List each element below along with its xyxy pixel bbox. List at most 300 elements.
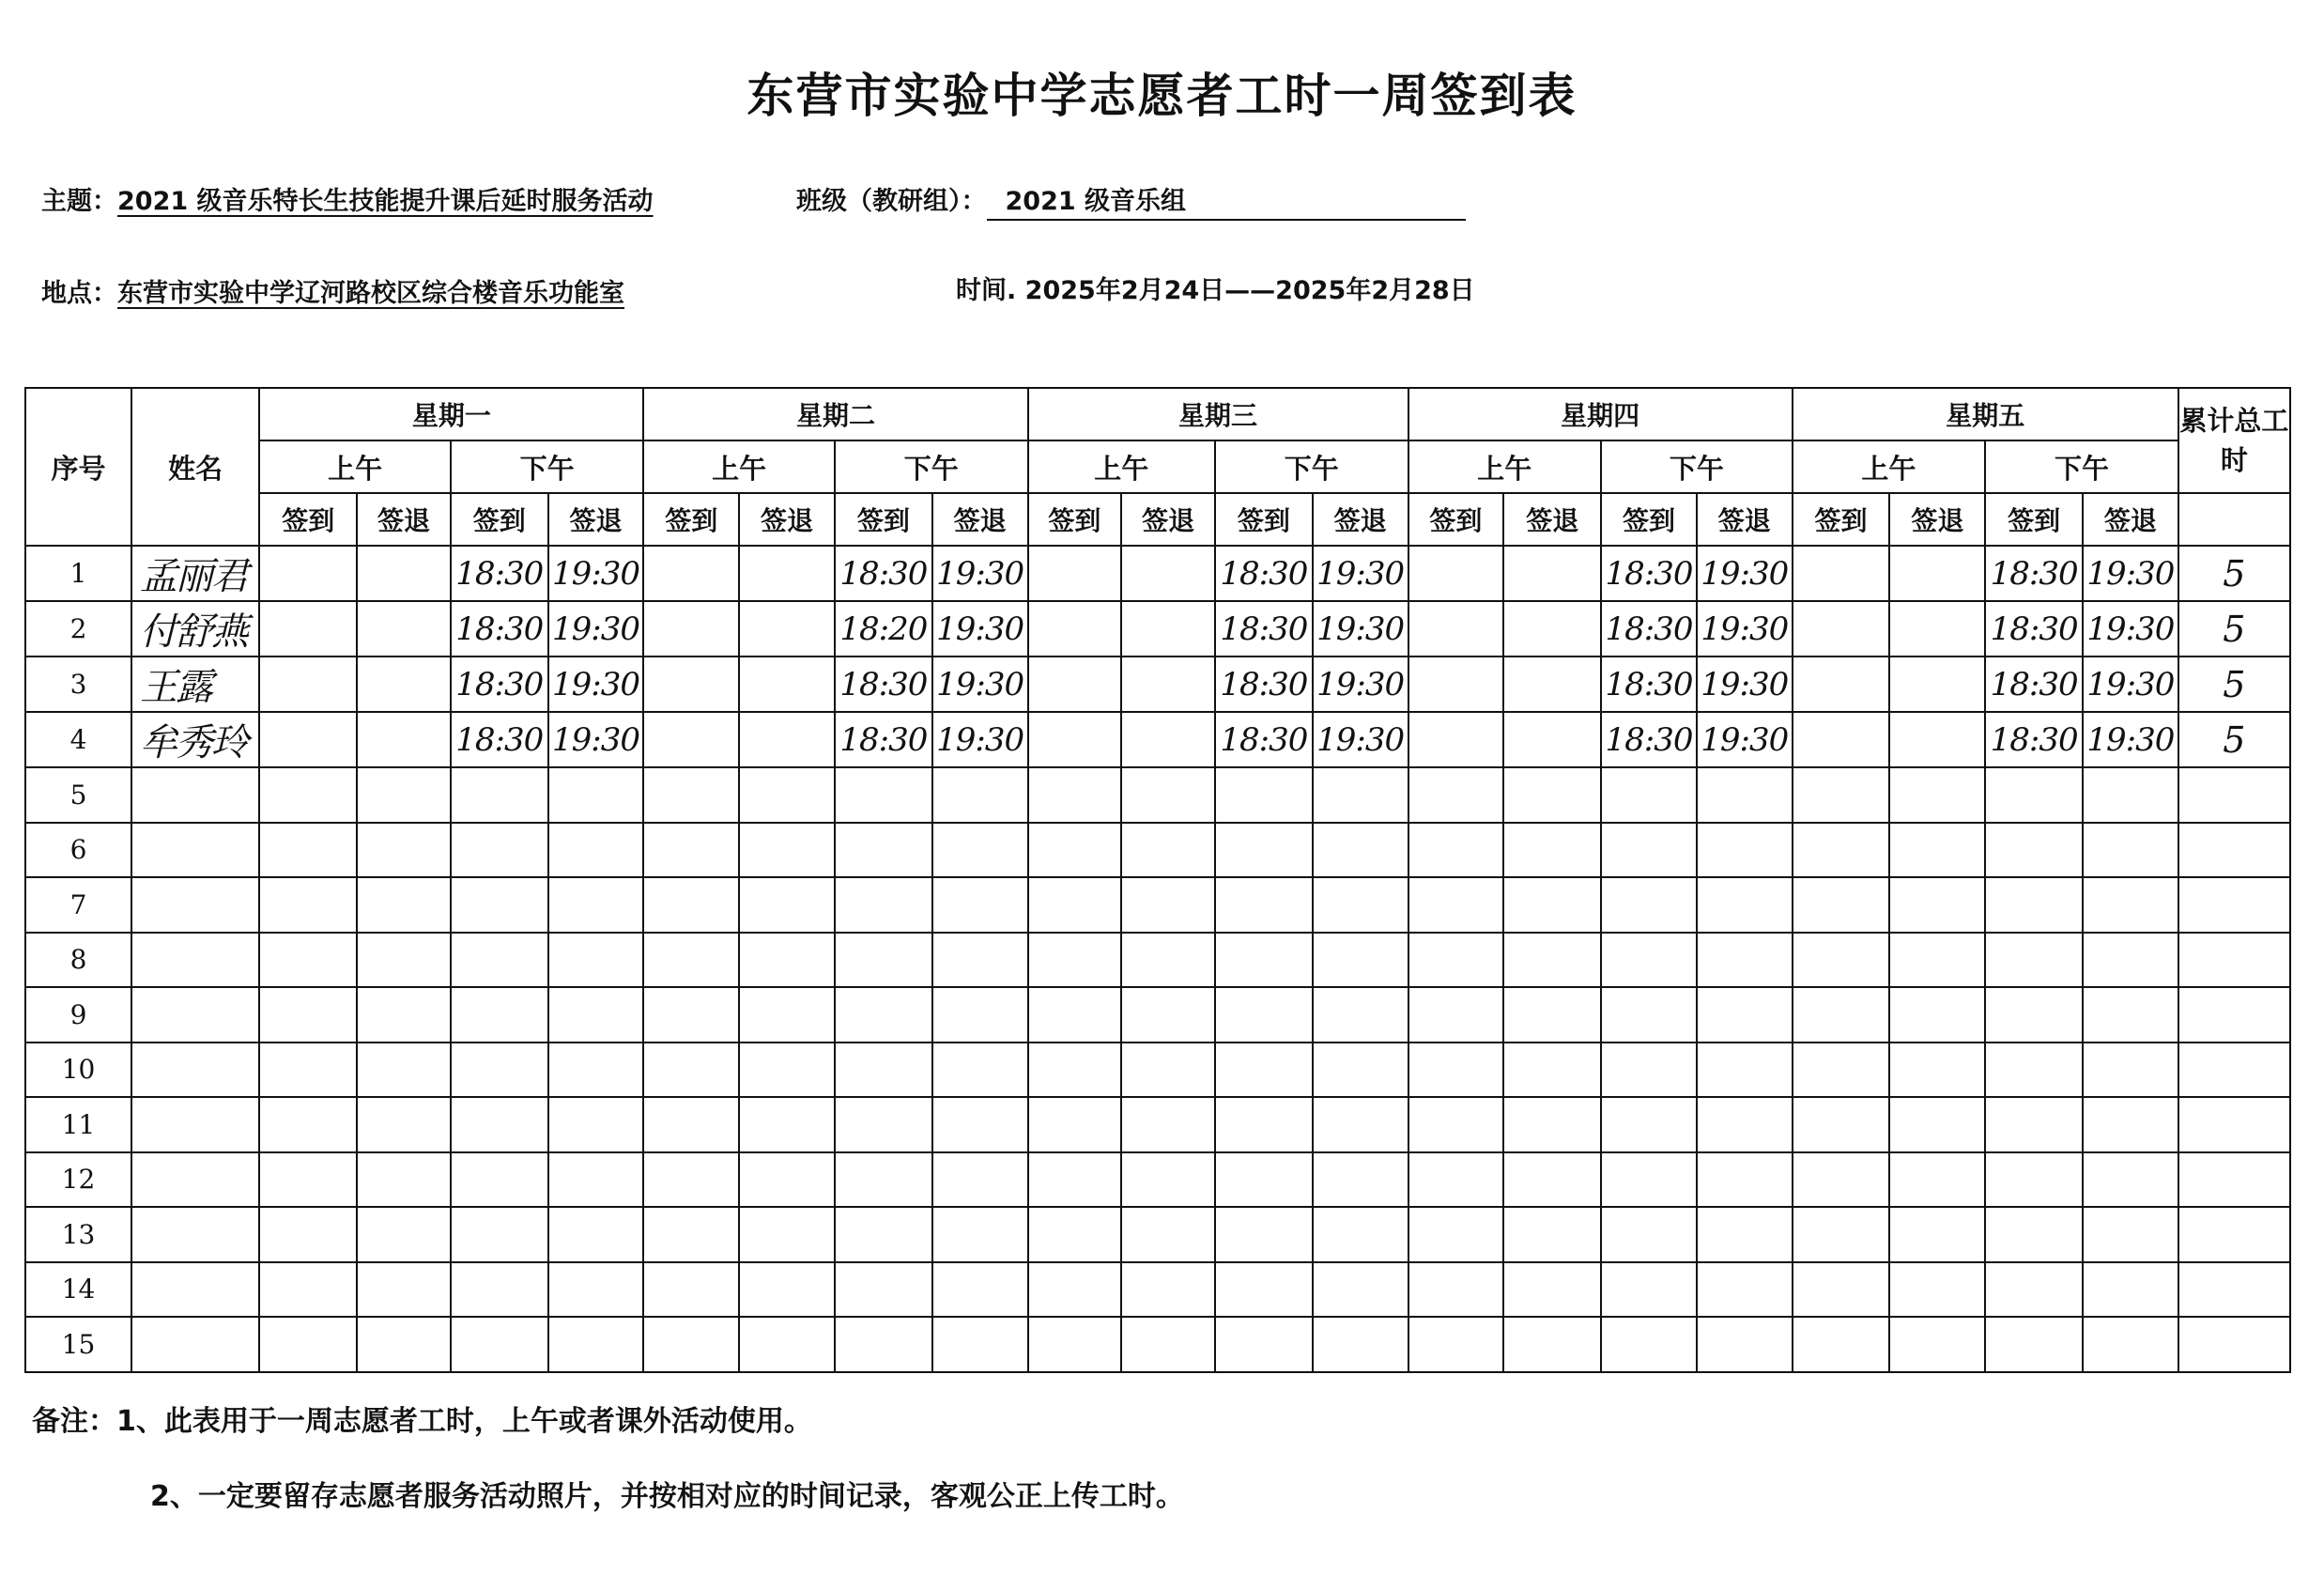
am-sign-out-cell xyxy=(1121,1262,1215,1318)
pm-sign-out-cell: 19:30 xyxy=(1313,656,1408,712)
am-sign-in-cell xyxy=(643,1152,739,1208)
am-sign-out-cell xyxy=(1121,877,1215,933)
pm-sign-out-cell xyxy=(2083,1097,2178,1152)
volunteer-name xyxy=(131,877,259,933)
am-sign-in-cell xyxy=(1408,1207,1504,1262)
pm-sign-out-cell: 19:30 xyxy=(548,656,644,712)
pm-sign-out-cell: 19:30 xyxy=(548,601,644,656)
table-row xyxy=(25,546,2290,601)
table-row xyxy=(25,823,2290,878)
header-pm-thu: 下午 xyxy=(1601,440,1793,493)
pm-sign-out-cell xyxy=(2083,933,2178,988)
total-hours-cell xyxy=(2178,1043,2290,1098)
place-line xyxy=(41,272,624,309)
pm-sign-in-cell: 18:30 xyxy=(451,546,548,601)
header-day-thu: 星期四 xyxy=(1408,388,1793,440)
total-hours-cell xyxy=(2178,933,2290,988)
pm-sign-in-cell: 18:30 xyxy=(451,601,548,656)
am-sign-out-cell xyxy=(739,877,835,933)
pm-sign-in-cell xyxy=(1985,1262,2083,1318)
pm-sign-in-cell: 18:20 xyxy=(835,601,932,656)
am-sign-in-cell xyxy=(1793,1207,1890,1262)
am-sign-out-cell xyxy=(1889,1043,1985,1098)
am-sign-in-cell xyxy=(643,656,739,712)
total-hours-cell xyxy=(2178,823,2290,878)
header-pm-sign-out-tue: 签退 xyxy=(932,493,1028,546)
row-number: 12 xyxy=(25,1152,131,1208)
volunteer-name xyxy=(131,1262,259,1318)
pm-sign-out-cell: 19:30 xyxy=(2083,712,2178,767)
am-sign-in-cell xyxy=(1028,877,1122,933)
pm-sign-out-cell xyxy=(548,1043,644,1098)
total-hours-cell xyxy=(2178,1262,2290,1318)
am-sign-in-cell xyxy=(259,1262,357,1318)
am-sign-out-cell xyxy=(357,1152,451,1208)
pm-sign-in-cell xyxy=(1215,823,1313,878)
header-pm-sign-out-thu: 签退 xyxy=(1697,493,1793,546)
pm-sign-in-cell xyxy=(1215,767,1313,823)
am-sign-out-cell xyxy=(1121,933,1215,988)
pm-sign-out-cell xyxy=(1697,823,1793,878)
table-row xyxy=(25,1262,2290,1318)
pm-sign-out-cell xyxy=(1697,1152,1793,1208)
pm-sign-in-cell: 18:30 xyxy=(1215,546,1313,601)
note-1-text: 1、此表用于一周志愿者工时，上午或者课外活动使用。 xyxy=(116,1405,812,1438)
pm-sign-in-cell xyxy=(835,933,932,988)
table-row xyxy=(25,767,2290,823)
pm-sign-out-cell: 19:30 xyxy=(932,546,1028,601)
am-sign-in-cell xyxy=(1793,1152,1890,1208)
header-total: 累计总工时 xyxy=(2178,388,2290,493)
pm-sign-out-cell: 19:30 xyxy=(932,656,1028,712)
pm-sign-out-cell xyxy=(2083,1262,2178,1318)
page-title: 东营市实验中学志愿者工时一周签到表 xyxy=(746,69,1578,123)
am-sign-out-cell xyxy=(739,1317,835,1372)
pm-sign-out-cell xyxy=(932,767,1028,823)
pm-sign-out-cell: 19:30 xyxy=(1313,712,1408,767)
header-am-sign-in-mon: 签到 xyxy=(259,493,357,546)
am-sign-in-cell xyxy=(1028,1207,1122,1262)
table-row xyxy=(25,1043,2290,1098)
total-hours-cell: 5 xyxy=(2178,546,2290,601)
row-number: 11 xyxy=(25,1097,131,1152)
pm-sign-in-cell xyxy=(1601,877,1697,933)
pm-sign-out-cell xyxy=(932,933,1028,988)
pm-sign-in-cell: 18:30 xyxy=(451,656,548,712)
am-sign-in-cell xyxy=(259,656,357,712)
pm-sign-in-cell xyxy=(1215,1152,1313,1208)
am-sign-out-cell xyxy=(1503,1097,1601,1152)
pm-sign-in-cell: 18:30 xyxy=(1985,546,2083,601)
am-sign-out-cell xyxy=(739,1043,835,1098)
pm-sign-out-cell xyxy=(2083,987,2178,1043)
am-sign-out-cell xyxy=(357,1317,451,1372)
am-sign-out-cell xyxy=(357,1043,451,1098)
pm-sign-out-cell: 19:30 xyxy=(548,712,644,767)
row-number: 4 xyxy=(25,712,131,767)
am-sign-in-cell xyxy=(1028,933,1122,988)
pm-sign-out-cell xyxy=(548,1317,644,1372)
am-sign-in-cell xyxy=(1408,1262,1504,1318)
am-sign-out-cell xyxy=(1503,656,1601,712)
total-hours-cell: 5 xyxy=(2178,656,2290,712)
am-sign-out-cell xyxy=(1503,712,1601,767)
am-sign-out-cell xyxy=(1121,546,1215,601)
pm-sign-in-cell xyxy=(1985,767,2083,823)
pm-sign-in-cell: 18:30 xyxy=(1985,601,2083,656)
am-sign-out-cell xyxy=(1503,1152,1601,1208)
am-sign-out-cell xyxy=(1503,546,1601,601)
row-number: 9 xyxy=(25,987,131,1043)
pm-sign-out-cell xyxy=(1313,933,1408,988)
am-sign-in-cell xyxy=(1028,1262,1122,1318)
pm-sign-out-cell xyxy=(548,1152,644,1208)
table-row xyxy=(25,1207,2290,1262)
am-sign-in-cell xyxy=(1028,656,1122,712)
header-am-tue: 上午 xyxy=(643,440,835,493)
am-sign-in-cell xyxy=(1028,1043,1122,1098)
pm-sign-out-cell: 19:30 xyxy=(2083,656,2178,712)
pm-sign-out-cell: 19:30 xyxy=(1697,601,1793,656)
header-am-sign-in-fri: 签到 xyxy=(1793,493,1890,546)
pm-sign-in-cell xyxy=(835,1152,932,1208)
am-sign-out-cell xyxy=(1889,546,1985,601)
pm-sign-in-cell xyxy=(451,1043,548,1098)
am-sign-in-cell xyxy=(1408,987,1504,1043)
pm-sign-out-cell xyxy=(2083,1317,2178,1372)
volunteer-name xyxy=(131,1317,259,1372)
am-sign-out-cell xyxy=(357,546,451,601)
row-number: 3 xyxy=(25,656,131,712)
am-sign-in-cell xyxy=(259,601,357,656)
am-sign-out-cell xyxy=(1121,1152,1215,1208)
table-row xyxy=(25,1317,2290,1372)
pm-sign-in-cell: 18:30 xyxy=(1601,601,1697,656)
pm-sign-in-cell xyxy=(451,767,548,823)
pm-sign-in-cell xyxy=(1601,1097,1697,1152)
am-sign-in-cell xyxy=(1793,877,1890,933)
pm-sign-in-cell xyxy=(1985,877,2083,933)
am-sign-out-cell xyxy=(357,987,451,1043)
pm-sign-in-cell xyxy=(835,987,932,1043)
am-sign-in-cell xyxy=(1028,767,1122,823)
pm-sign-in-cell: 18:30 xyxy=(835,712,932,767)
header-am-sign-in-wed: 签到 xyxy=(1028,493,1122,546)
pm-sign-out-cell xyxy=(2083,1043,2178,1098)
am-sign-out-cell xyxy=(1121,1317,1215,1372)
pm-sign-out-cell: 19:30 xyxy=(932,712,1028,767)
pm-sign-in-cell: 18:30 xyxy=(451,712,548,767)
am-sign-in-cell xyxy=(1408,1152,1504,1208)
am-sign-in-cell xyxy=(643,546,739,601)
pm-sign-out-cell: 19:30 xyxy=(932,601,1028,656)
pm-sign-in-cell xyxy=(451,1317,548,1372)
pm-sign-in-cell xyxy=(451,1097,548,1152)
header-pm-sign-in-tue: 签到 xyxy=(835,493,932,546)
header-am-sign-in-thu: 签到 xyxy=(1408,493,1504,546)
am-sign-out-cell xyxy=(1889,601,1985,656)
pm-sign-out-cell xyxy=(1313,987,1408,1043)
pm-sign-out-cell xyxy=(1313,1097,1408,1152)
volunteer-name: 付舒燕 xyxy=(131,601,259,656)
am-sign-in-cell xyxy=(1408,1097,1504,1152)
am-sign-out-cell xyxy=(1503,877,1601,933)
header-pm-sign-in-thu: 签到 xyxy=(1601,493,1697,546)
class-value: 2021 级音乐组 xyxy=(987,180,1466,221)
am-sign-in-cell xyxy=(259,1097,357,1152)
header-am-sign-out-tue: 签退 xyxy=(739,493,835,546)
pm-sign-in-cell xyxy=(1601,823,1697,878)
header-am-sign-out-thu: 签退 xyxy=(1503,493,1601,546)
pm-sign-out-cell xyxy=(932,877,1028,933)
volunteer-name xyxy=(131,767,259,823)
pm-sign-out-cell xyxy=(548,1262,644,1318)
am-sign-out-cell xyxy=(739,1262,835,1318)
pm-sign-in-cell xyxy=(1215,1207,1313,1262)
am-sign-in-cell xyxy=(1028,712,1122,767)
table-row xyxy=(25,1152,2290,1208)
theme-value: 2021 级音乐特长生技能提升课后延时服务活动 xyxy=(117,187,654,216)
am-sign-in-cell xyxy=(643,1097,739,1152)
am-sign-out-cell xyxy=(1503,767,1601,823)
pm-sign-in-cell xyxy=(1601,1262,1697,1318)
volunteer-name: 孟丽君 xyxy=(131,546,259,601)
pm-sign-out-cell xyxy=(932,1097,1028,1152)
header-am-fri: 上午 xyxy=(1793,440,1986,493)
pm-sign-in-cell xyxy=(1215,987,1313,1043)
am-sign-in-cell xyxy=(1793,656,1890,712)
am-sign-out-cell xyxy=(1889,933,1985,988)
am-sign-in-cell xyxy=(643,767,739,823)
am-sign-in-cell xyxy=(1028,1152,1122,1208)
pm-sign-out-cell xyxy=(1313,1262,1408,1318)
am-sign-in-cell xyxy=(1028,601,1122,656)
am-sign-in-cell xyxy=(259,823,357,878)
am-sign-in-cell xyxy=(1793,987,1890,1043)
header-pm-sign-in-mon: 签到 xyxy=(451,493,548,546)
am-sign-in-cell xyxy=(1793,1043,1890,1098)
am-sign-out-cell xyxy=(1889,987,1985,1043)
am-sign-out-cell xyxy=(1889,1152,1985,1208)
pm-sign-out-cell xyxy=(548,933,644,988)
am-sign-in-cell xyxy=(1793,767,1890,823)
am-sign-in-cell xyxy=(1793,1262,1890,1318)
note-2 xyxy=(150,1473,1184,1514)
row-number: 13 xyxy=(25,1207,131,1262)
am-sign-out-cell xyxy=(739,767,835,823)
pm-sign-in-cell: 18:30 xyxy=(1985,712,2083,767)
am-sign-in-cell xyxy=(1793,933,1890,988)
pm-sign-out-cell xyxy=(1697,1262,1793,1318)
table-row xyxy=(25,601,2290,656)
pm-sign-in-cell xyxy=(1601,987,1697,1043)
pm-sign-in-cell xyxy=(1985,823,2083,878)
table-row xyxy=(25,987,2290,1043)
am-sign-out-cell xyxy=(1121,601,1215,656)
am-sign-out-cell xyxy=(1889,823,1985,878)
am-sign-out-cell xyxy=(1889,1317,1985,1372)
table-row xyxy=(25,712,2290,767)
row-number: 15 xyxy=(25,1317,131,1372)
am-sign-out-cell xyxy=(1121,712,1215,767)
am-sign-in-cell xyxy=(1028,823,1122,878)
row-number: 2 xyxy=(25,601,131,656)
pm-sign-out-cell: 19:30 xyxy=(1313,546,1408,601)
am-sign-in-cell xyxy=(643,1207,739,1262)
am-sign-out-cell xyxy=(1121,1043,1215,1098)
am-sign-in-cell xyxy=(259,1207,357,1262)
am-sign-in-cell xyxy=(1408,712,1504,767)
pm-sign-out-cell xyxy=(1697,933,1793,988)
total-hours-cell xyxy=(2178,1317,2290,1372)
pm-sign-in-cell: 18:30 xyxy=(1601,656,1697,712)
pm-sign-out-cell xyxy=(2083,767,2178,823)
volunteer-name xyxy=(131,1207,259,1262)
pm-sign-out-cell xyxy=(2083,823,2178,878)
row-number: 5 xyxy=(25,767,131,823)
pm-sign-in-cell xyxy=(1985,987,2083,1043)
theme-line xyxy=(41,180,654,217)
header-am-sign-out-wed: 签退 xyxy=(1121,493,1215,546)
pm-sign-in-cell xyxy=(451,1262,548,1318)
total-hours-cell xyxy=(2178,1097,2290,1152)
am-sign-in-cell xyxy=(1793,823,1890,878)
pm-sign-out-cell xyxy=(548,1097,644,1152)
am-sign-out-cell xyxy=(357,1097,451,1152)
place-value: 东营市实验中学辽河路校区综合楼音乐功能室 xyxy=(117,279,624,308)
pm-sign-in-cell xyxy=(835,767,932,823)
pm-sign-out-cell xyxy=(2083,1152,2178,1208)
total-hours-cell xyxy=(2178,1152,2290,1208)
am-sign-in-cell xyxy=(1028,1097,1122,1152)
am-sign-in-cell xyxy=(1408,1043,1504,1098)
pm-sign-out-cell xyxy=(1313,1317,1408,1372)
am-sign-in-cell xyxy=(259,1152,357,1208)
pm-sign-out-cell xyxy=(932,1262,1028,1318)
header-day-fri: 星期五 xyxy=(1793,388,2178,440)
am-sign-in-cell xyxy=(259,877,357,933)
am-sign-in-cell xyxy=(643,1317,739,1372)
pm-sign-in-cell xyxy=(1601,1043,1697,1098)
pm-sign-out-cell xyxy=(1697,1317,1793,1372)
header-am-sign-out-mon: 签退 xyxy=(357,493,451,546)
volunteer-name xyxy=(131,1152,259,1208)
am-sign-out-cell xyxy=(1121,767,1215,823)
am-sign-in-cell xyxy=(259,933,357,988)
pm-sign-out-cell xyxy=(1697,767,1793,823)
am-sign-in-cell xyxy=(643,823,739,878)
pm-sign-out-cell: 19:30 xyxy=(2083,601,2178,656)
am-sign-in-cell xyxy=(643,601,739,656)
header-pm-mon: 下午 xyxy=(451,440,644,493)
pm-sign-out-cell xyxy=(548,823,644,878)
am-sign-out-cell xyxy=(1503,933,1601,988)
pm-sign-out-cell xyxy=(932,1152,1028,1208)
header-seq: 序号 xyxy=(25,388,131,546)
pm-sign-out-cell xyxy=(1313,877,1408,933)
pm-sign-in-cell: 18:30 xyxy=(835,546,932,601)
pm-sign-in-cell xyxy=(451,823,548,878)
am-sign-out-cell xyxy=(1889,877,1985,933)
pm-sign-out-cell xyxy=(1697,877,1793,933)
table-row xyxy=(25,1097,2290,1152)
pm-sign-in-cell xyxy=(1215,1043,1313,1098)
am-sign-out-cell xyxy=(357,767,451,823)
header-am-wed: 上午 xyxy=(1028,440,1215,493)
row-number: 10 xyxy=(25,1043,131,1098)
table-row xyxy=(25,933,2290,988)
am-sign-out-cell xyxy=(1121,1097,1215,1152)
pm-sign-in-cell: 18:30 xyxy=(1985,656,2083,712)
pm-sign-in-cell xyxy=(835,1043,932,1098)
am-sign-out-cell xyxy=(1503,1043,1601,1098)
pm-sign-in-cell xyxy=(1601,1317,1697,1372)
header-pm-sign-out-mon: 签退 xyxy=(548,493,644,546)
pm-sign-in-cell: 18:30 xyxy=(1215,712,1313,767)
am-sign-out-cell xyxy=(1889,1097,1985,1152)
am-sign-out-cell xyxy=(1503,1207,1601,1262)
am-sign-in-cell xyxy=(1793,1097,1890,1152)
volunteer-name xyxy=(131,1043,259,1098)
time-line xyxy=(956,270,1475,306)
am-sign-in-cell xyxy=(1793,601,1890,656)
am-sign-out-cell xyxy=(739,712,835,767)
am-sign-out-cell xyxy=(1889,712,1985,767)
am-sign-in-cell xyxy=(1408,877,1504,933)
row-number: 6 xyxy=(25,823,131,878)
am-sign-out-cell xyxy=(1121,823,1215,878)
pm-sign-in-cell xyxy=(1601,933,1697,988)
pm-sign-in-cell: 18:30 xyxy=(1215,601,1313,656)
am-sign-in-cell xyxy=(1793,546,1890,601)
pm-sign-in-cell xyxy=(1601,1152,1697,1208)
volunteer-name xyxy=(131,987,259,1043)
am-sign-out-cell xyxy=(1889,1207,1985,1262)
header-pm-wed: 下午 xyxy=(1215,440,1408,493)
time-value: 2025年2月24日——2025年2月28日 xyxy=(1024,276,1475,305)
pm-sign-in-cell: 18:30 xyxy=(835,656,932,712)
am-sign-out-cell xyxy=(1889,656,1985,712)
pm-sign-in-cell xyxy=(1985,1152,2083,1208)
pm-sign-out-cell xyxy=(932,987,1028,1043)
pm-sign-out-cell: 19:30 xyxy=(1697,546,1793,601)
pm-sign-out-cell xyxy=(1697,987,1793,1043)
pm-sign-in-cell xyxy=(1985,1097,2083,1152)
am-sign-in-cell xyxy=(1028,1317,1122,1372)
pm-sign-out-cell xyxy=(548,877,644,933)
header-am-sign-out-fri: 签退 xyxy=(1889,493,1985,546)
notes-prefix: 备注： xyxy=(32,1405,116,1438)
am-sign-out-cell xyxy=(1503,987,1601,1043)
am-sign-in-cell xyxy=(1408,767,1504,823)
am-sign-in-cell xyxy=(643,712,739,767)
volunteer-name xyxy=(131,1097,259,1152)
am-sign-in-cell xyxy=(1028,987,1122,1043)
pm-sign-in-cell xyxy=(451,987,548,1043)
pm-sign-out-cell xyxy=(2083,877,2178,933)
am-sign-out-cell xyxy=(1121,987,1215,1043)
pm-sign-in-cell xyxy=(1215,1317,1313,1372)
am-sign-out-cell xyxy=(357,877,451,933)
pm-sign-out-cell xyxy=(1697,1097,1793,1152)
pm-sign-in-cell xyxy=(451,1152,548,1208)
pm-sign-out-cell xyxy=(1313,1207,1408,1262)
row-number: 8 xyxy=(25,933,131,988)
pm-sign-in-cell xyxy=(451,933,548,988)
am-sign-out-cell xyxy=(739,1207,835,1262)
pm-sign-out-cell xyxy=(932,1207,1028,1262)
total-hours-cell: 5 xyxy=(2178,712,2290,767)
